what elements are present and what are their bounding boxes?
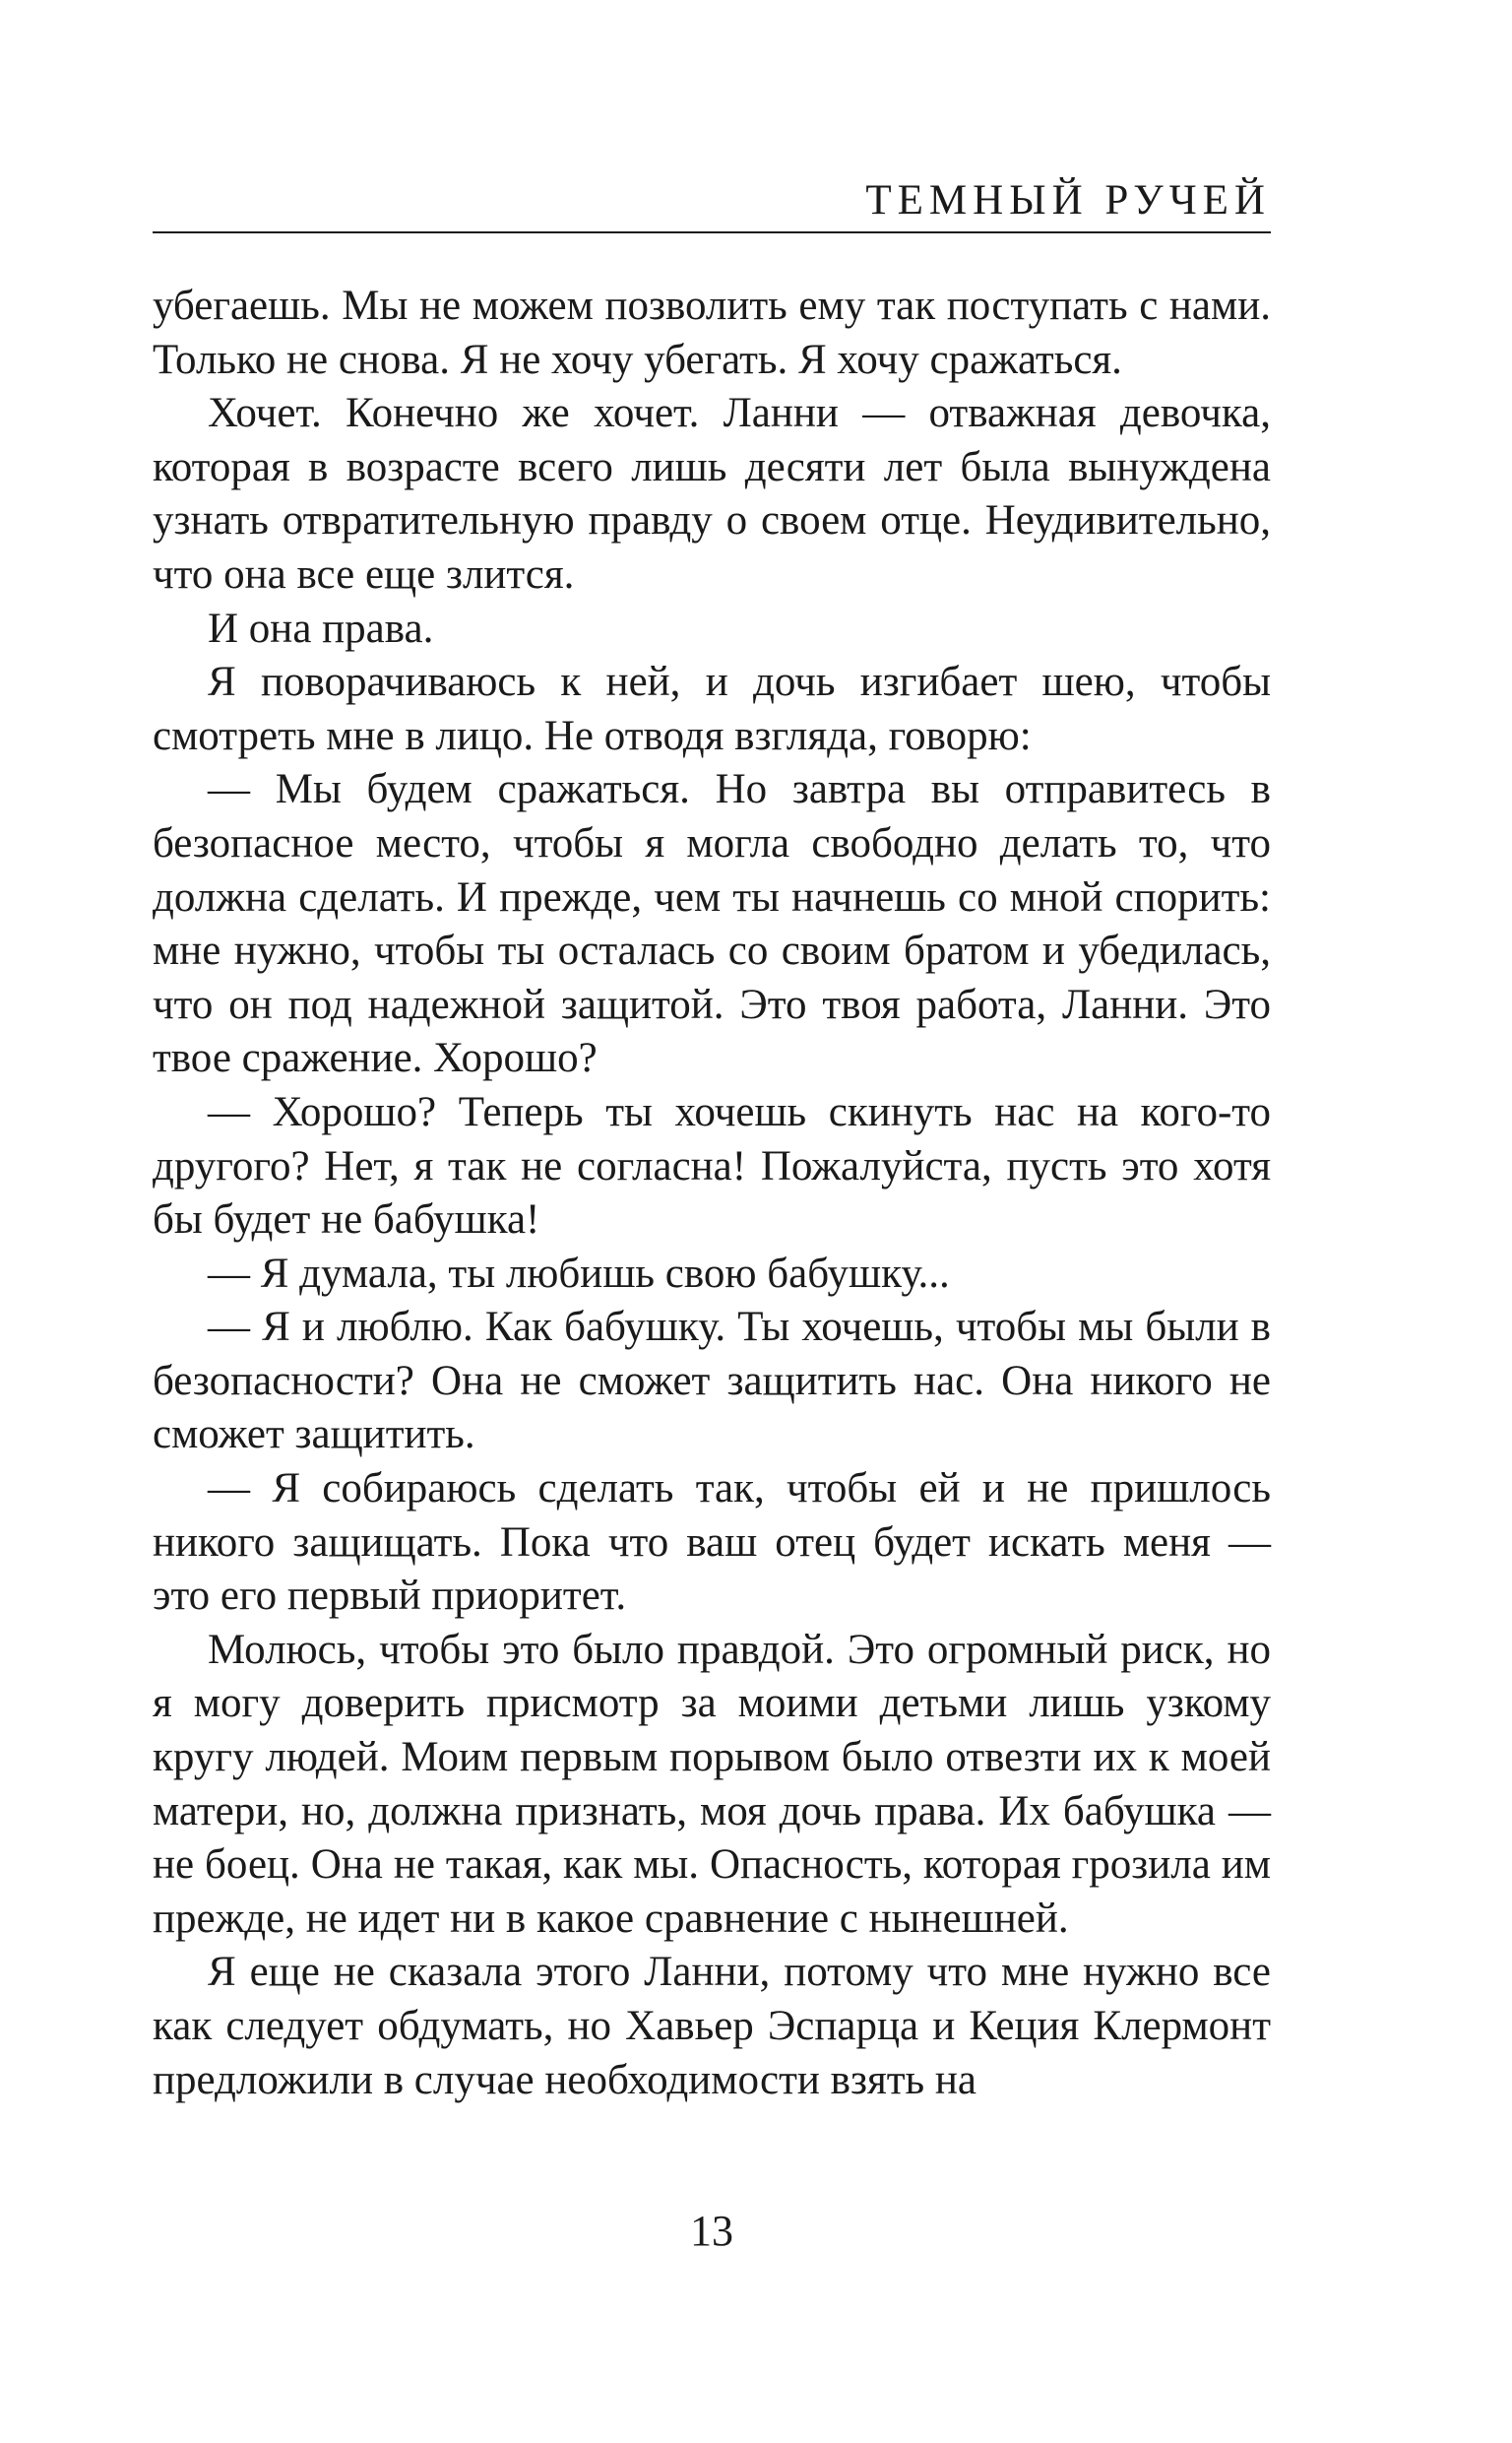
paragraph: Молюсь, чтобы это было правдой. Это огромный риск, но я могу доверить присмотр за моими детьми лишь узкому кругу людей. Моим первым порывом было отвезти их к моей матери, но, должна признать, моя дочь права. Их бабушка — не боец. Она не такая, как мы. Опасность, которая грозила им прежде, не идет ни в какое сравнение с нынешней.: [153, 1626, 1271, 1942]
body-text: [153, 280, 1271, 2107]
paragraph: — Хорошо? Теперь ты хочешь скинуть нас на кого-то другого? Нет, я так не согласна! Пожалуйста, пусть это хотя бы будет не бабушка!: [153, 1088, 1271, 1244]
running-head-title: ТЕМНЫЙ РУЧЕЙ: [865, 177, 1271, 224]
paragraph: Я поворачиваюсь к ней, и дочь изгибает шею, чтобы смотреть мне в лицо. Не отводя взгляда, говорю:: [153, 659, 1271, 759]
paragraph: — Я думала, ты любишь свою бабушку...: [208, 1250, 950, 1297]
paragraph: — Я и люблю. Как бабушку. Ты хочешь, чтобы мы были в безопасности? Она не сможет защитить нас. Она никого не сможет защитить.: [153, 1304, 1271, 1458]
page-number: 13: [690, 2207, 733, 2255]
paragraph: И она права.: [208, 605, 434, 652]
paragraph: — Я собираюсь сделать так, чтобы ей и не пришлось никого защищать. Пока что ваш отец будет искать меня — это его первый приоритет.: [153, 1465, 1271, 1620]
paragraph: Хочет. Конечно же хочет. Ланни — отважная девочка, которая в возрасте всего лишь десяти лет была вынуждена узнать отвратительную правду о своем отце. Неудивительно, что она все еще злится.: [153, 390, 1271, 598]
paragraph: Я еще не сказала этого Ланни, потому что мне нужно все как следует обдумать, но Хавьер Эспарца и Кеция Клермонт предложили в случае необходимости взять на: [153, 1949, 1271, 2103]
header-rule: [153, 231, 1271, 233]
paragraph: — Мы будем сражаться. Но завтра вы отправитесь в безопасное место, чтобы я могла свободно делать то, что должна сделать. И прежде, чем ты начнешь со мной спорить: мне нужно, чтобы ты осталась со своим братом и убедилась, что он под надежной защитой. Это твоя работа, Ланни. Это твое сражение. Хорошо?: [153, 766, 1271, 1082]
paragraph: убегаешь. Мы не можем позволить ему так поступать с нами. Только не снова. Я не хочу убегать. Я хочу сражаться.: [153, 283, 1271, 383]
